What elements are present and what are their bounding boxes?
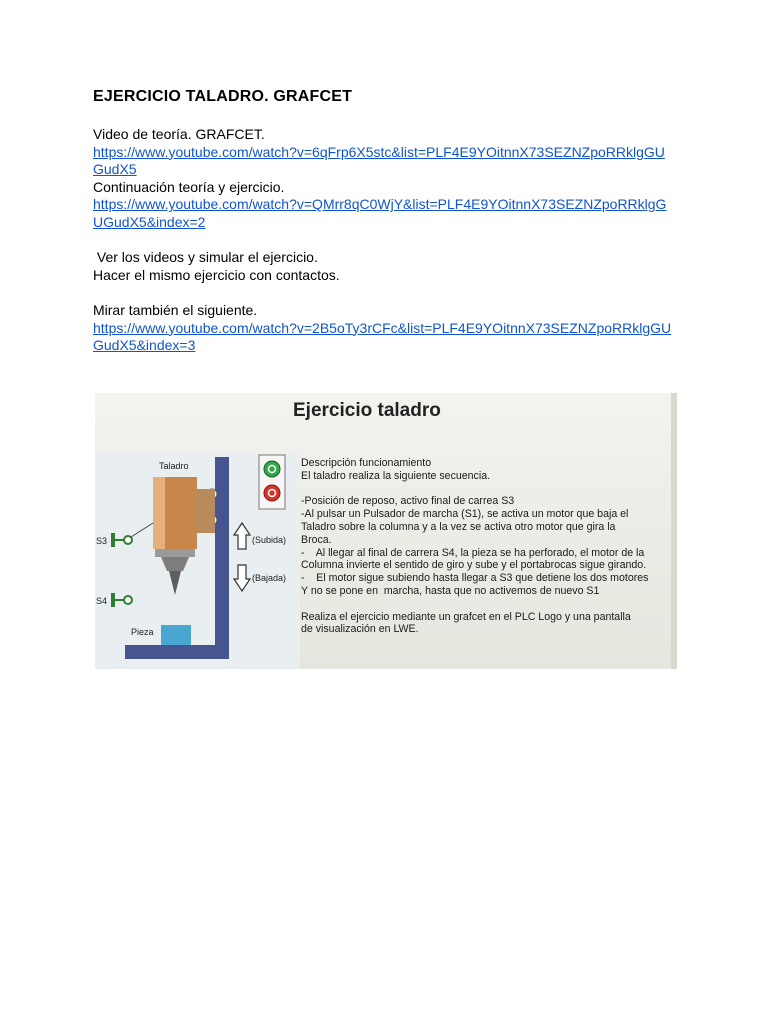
- s4-switch-icon: [124, 596, 132, 604]
- label-bajada: (Bajada): [252, 573, 287, 583]
- desc-line: El taladro realiza la siguiente secuencia.: [301, 469, 491, 482]
- label-s4: S4: [96, 596, 108, 606]
- label-s3: S3: [96, 536, 108, 546]
- column-shape: [215, 457, 229, 653]
- desc-line: Realiza el ejercicio mediante un grafcet en el PLC Logo y una pantalla: [301, 610, 631, 623]
- text-video-teoria: Video de teoría. GRAFCET.: [93, 126, 265, 142]
- piece-shape: [161, 625, 191, 645]
- document-body: [93, 86, 678, 355]
- figure-title: Ejercicio taladro: [293, 400, 441, 421]
- drill-diagram: [95, 453, 300, 669]
- exercise-image: [95, 393, 677, 669]
- desc-line: -Al pulsar un Pulsador de marcha (S1), se activa un motor que baja el: [301, 508, 629, 521]
- desc-line: -Posición de reposo, activo final de carrea S3: [301, 495, 515, 508]
- desc-line: Y no se pone en marcha, hasta que no activemos de nuevo S1: [301, 584, 600, 597]
- text-ver-videos: Ver los videos y simular el ejercicio.: [93, 249, 318, 266]
- label-pieza: Pieza: [131, 627, 154, 637]
- youtube-link-1[interactable]: https://www.youtube.com/watch?v=6qFrp6X5stc&list=PLF4E9YOitnnX73SEZNZpoRRklgGUGudX5: [93, 143, 665, 178]
- green-lamp-icon: [264, 461, 280, 477]
- desc-line: - Al llegar al final de carrera S4, la pieza se ha perforado, el motor de la: [301, 546, 645, 559]
- desc-line: Taladro sobre la columna y a la vez se activa otro motor que gira la: [301, 520, 616, 533]
- desc-line: - El motor sigue subiendo hasta llegar a S3 que detiene los dos motores: [301, 572, 649, 585]
- label-subida: (Subida): [252, 535, 287, 545]
- base-shape: [125, 645, 229, 659]
- s3-switch-icon: [124, 536, 132, 544]
- image-edge-strip: [671, 393, 677, 669]
- desc-line: Broca.: [301, 533, 332, 546]
- desc-line: Columna invierte el sentido de giro y sube y el portabrocas sigue girando.: [301, 559, 647, 572]
- label-taladro: Taladro: [159, 461, 189, 471]
- text-mirar-tambien: Mirar también el siguiente.: [93, 301, 258, 318]
- document-title: EJERCICIO TALADRO. GRAFCET: [93, 88, 353, 105]
- youtube-link-2[interactable]: https://www.youtube.com/watch?v=QMrr8qC0WjY&list=PLF4E9YOitnnX73SEZNZpoRRklgGUGudX5&index=2: [93, 196, 667, 230]
- desc-line: Descripción funcionamiento: [301, 457, 432, 469]
- desc-line: de visualización en LWE.: [301, 623, 419, 636]
- youtube-link-3[interactable]: https://www.youtube.com/watch?v=2B5oTy3rCFc&list=PLF4E9YOitnnX73SEZNZpoRRklgGUGudX5&index=3: [93, 319, 672, 354]
- text-continuacion: Continuación teoría y ejercicio.: [93, 178, 285, 195]
- figure-description: [301, 457, 676, 636]
- red-lamp-icon: [264, 485, 280, 501]
- text-hacer-ejercicio: Hacer el mismo ejercicio con contactos.: [93, 266, 340, 283]
